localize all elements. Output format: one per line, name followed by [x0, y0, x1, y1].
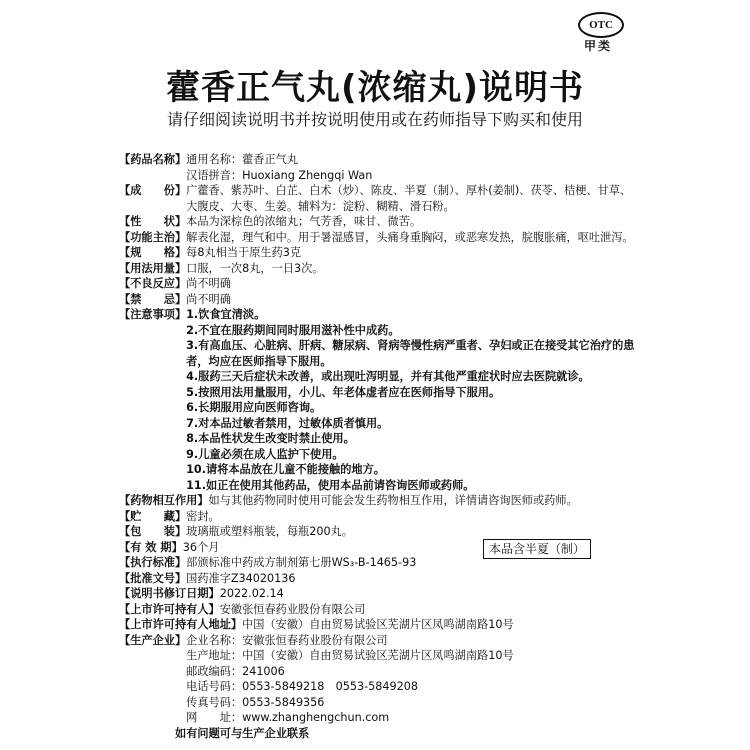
value-line: 口服，一次8丸，一日3次。: [186, 261, 324, 275]
row-label: 【生产企业】: [119, 633, 187, 647]
value-line: 邮政编码：241006: [186, 664, 285, 678]
note-item: 1.饮食宜清淡。: [186, 308, 266, 321]
row-label: 【不良反应】: [119, 277, 187, 290]
document-row: [119, 276, 639, 292]
value-line: 国药准字Z34020136: [186, 571, 296, 585]
value-line: 汉语拼音：Huoxiang Zhengqi Wan: [186, 168, 373, 182]
value-line: 安徽张恒春药业股份有限公司: [219, 602, 366, 616]
row-label: 【成 份】: [119, 184, 187, 197]
note-item: 9.儿童必须在成人监护下使用。: [186, 447, 344, 461]
value-line: 传真号码：0553-5849356: [186, 695, 325, 709]
document-row: [119, 602, 639, 618]
row-label: 【药品名称】: [119, 153, 187, 166]
row-label: 【批准文号】: [119, 571, 187, 585]
row-value: [186, 633, 639, 726]
document-row: [119, 307, 639, 493]
note-item: 8.本品性状发生改变时禁止使用。: [186, 432, 355, 445]
row-label: 【上市许可持有人地址】: [119, 618, 243, 631]
row-label: 【用法用量】: [119, 261, 187, 275]
row-value: [186, 509, 639, 525]
row-label: 【执行标准】: [119, 556, 187, 569]
value-line: 生产地址：中国（安徽）自由贸易试验区芜湖片区凤鸣湖南路10号: [186, 649, 514, 662]
document-row: [119, 292, 639, 308]
document-row: [119, 183, 639, 214]
value-line: 部颁标准中药成方制剂第七册WS₃-B-1465-93: [186, 556, 417, 569]
row-value: [186, 571, 639, 587]
value-line: 玻璃瓶或塑料瓶装，每瓶200丸。: [186, 525, 353, 538]
row-value: [242, 617, 639, 633]
row-label: 【功能主治】: [119, 230, 187, 244]
note-item: 4.服药三天后症状未改善，或出现吐泻明显，并有其他严重症状时应去医院就诊。: [186, 370, 590, 383]
row-value: [186, 214, 639, 230]
row-value: [186, 292, 639, 308]
row-value: [186, 183, 639, 214]
value-line: 网 址：www.zhanghengchun.com: [186, 711, 390, 724]
value-line: 尚不明确: [186, 277, 231, 290]
note-item: 5.按照用法用量服用，小儿、年老体虚者应在医师指导下服用。: [186, 385, 501, 399]
page-title: 藿香正气丸(浓缩丸)说明书: [165, 68, 585, 108]
row-label: 【上市许可持有人】: [119, 602, 220, 616]
document-row: [119, 152, 639, 183]
row-value: [186, 524, 639, 540]
document-body: [119, 152, 639, 741]
value-line: 广藿香、紫苏叶、白芷、白术（炒）、陈皮、半夏（制）、厚朴(姜制)、茯苓、桔梗、甘草、大腹皮、大枣、生姜。辅料为：淀粉、糊精、滑石粉。: [186, 184, 632, 213]
row-label: 【规 格】: [119, 246, 187, 259]
value-line: 电话号码：0553-5849218 0553-5849208: [186, 680, 418, 693]
document-row: [119, 586, 639, 602]
document-row: [119, 493, 639, 509]
note-item: 2.不宜在服药期间同时服用滋补性中成药。: [186, 323, 400, 337]
row-value: [220, 586, 639, 602]
value-line: 2022.02.14: [219, 587, 284, 600]
value-line: 通用名称：藿香正气丸: [186, 153, 299, 166]
value-line: 36个月: [182, 540, 220, 554]
row-label: 【有 效 期】: [119, 540, 183, 554]
note-item: 3.有高血压、心脏病、肝病、糖尿病、肾病等慢性病严重者、孕妇或正在接受其它治疗的患者，均应在医师指导下服用。: [186, 339, 635, 368]
note-item: 10.请将本品放在儿童不能接触的地方。: [186, 463, 385, 476]
document-row: [119, 633, 639, 726]
footer-note: 如有问题可与生产企业联系: [175, 726, 310, 740]
row-label: 【药物相互作用】: [119, 494, 209, 507]
document-row: [119, 230, 639, 246]
row-label: 【说明书修订日期】: [119, 587, 220, 600]
value-line: 解表化湿，理气和中。用于暑湿感冒，头痛身重胸闷，或恶寒发热，脘腹胀痛，呕吐泄泻。: [186, 230, 634, 244]
value-line: 如与其他药物同时使用可能会发生药物相互作用，详情请咨询医师或药师。: [208, 494, 578, 507]
document-row: [119, 261, 639, 277]
row-label: 【性 状】: [119, 215, 187, 228]
value-line: 每8丸相当于原生药3克: [186, 246, 302, 259]
otc-class: 甲类: [584, 39, 613, 53]
value-line: 尚不明确: [186, 292, 231, 306]
row-label: 【包 装】: [119, 525, 187, 538]
row-value: [186, 230, 639, 246]
row-value: [186, 245, 639, 261]
document-row: [119, 245, 639, 261]
document-row: [119, 509, 639, 525]
note-item: 11.如正在使用其他药品，使用本品前请咨询医师或药师。: [186, 478, 475, 492]
note-item: 6.长期服用应向医师咨询。: [186, 401, 322, 414]
row-label: 【贮 藏】: [119, 509, 187, 523]
row-value: [186, 307, 639, 493]
document-row: [119, 571, 639, 587]
stamp-box: 本品含半夏（制）: [483, 539, 591, 559]
value-line: 中国（安徽）自由贸易试验区芜湖片区凤鸣湖南路10号: [242, 618, 514, 631]
page-subtitle: 请仔细阅读说明书并按说明使用或在药师指导下购买和使用: [166, 110, 583, 129]
value-line: 本品为深棕色的浓缩丸；气芳香，味甘、微苦。: [186, 215, 422, 228]
value-line: 企业名称：安徽张恒春药业股份有限公司: [186, 633, 388, 647]
row-value: [186, 152, 639, 183]
otc-badge: OTC: [578, 12, 624, 38]
document-row: [119, 524, 639, 540]
value-line: 密封。: [186, 509, 220, 523]
row-value: [209, 493, 639, 509]
row-value: [220, 602, 639, 618]
note-item: 7.对本品过敏者禁用，过敏体质者慎用。: [186, 416, 389, 430]
document-row: [119, 214, 639, 230]
row-label: 【禁 忌】: [119, 292, 187, 306]
row-value: [186, 261, 639, 277]
document-row: [119, 617, 639, 633]
row-value: [186, 276, 639, 292]
row-label: 【注意事项】: [119, 308, 187, 321]
